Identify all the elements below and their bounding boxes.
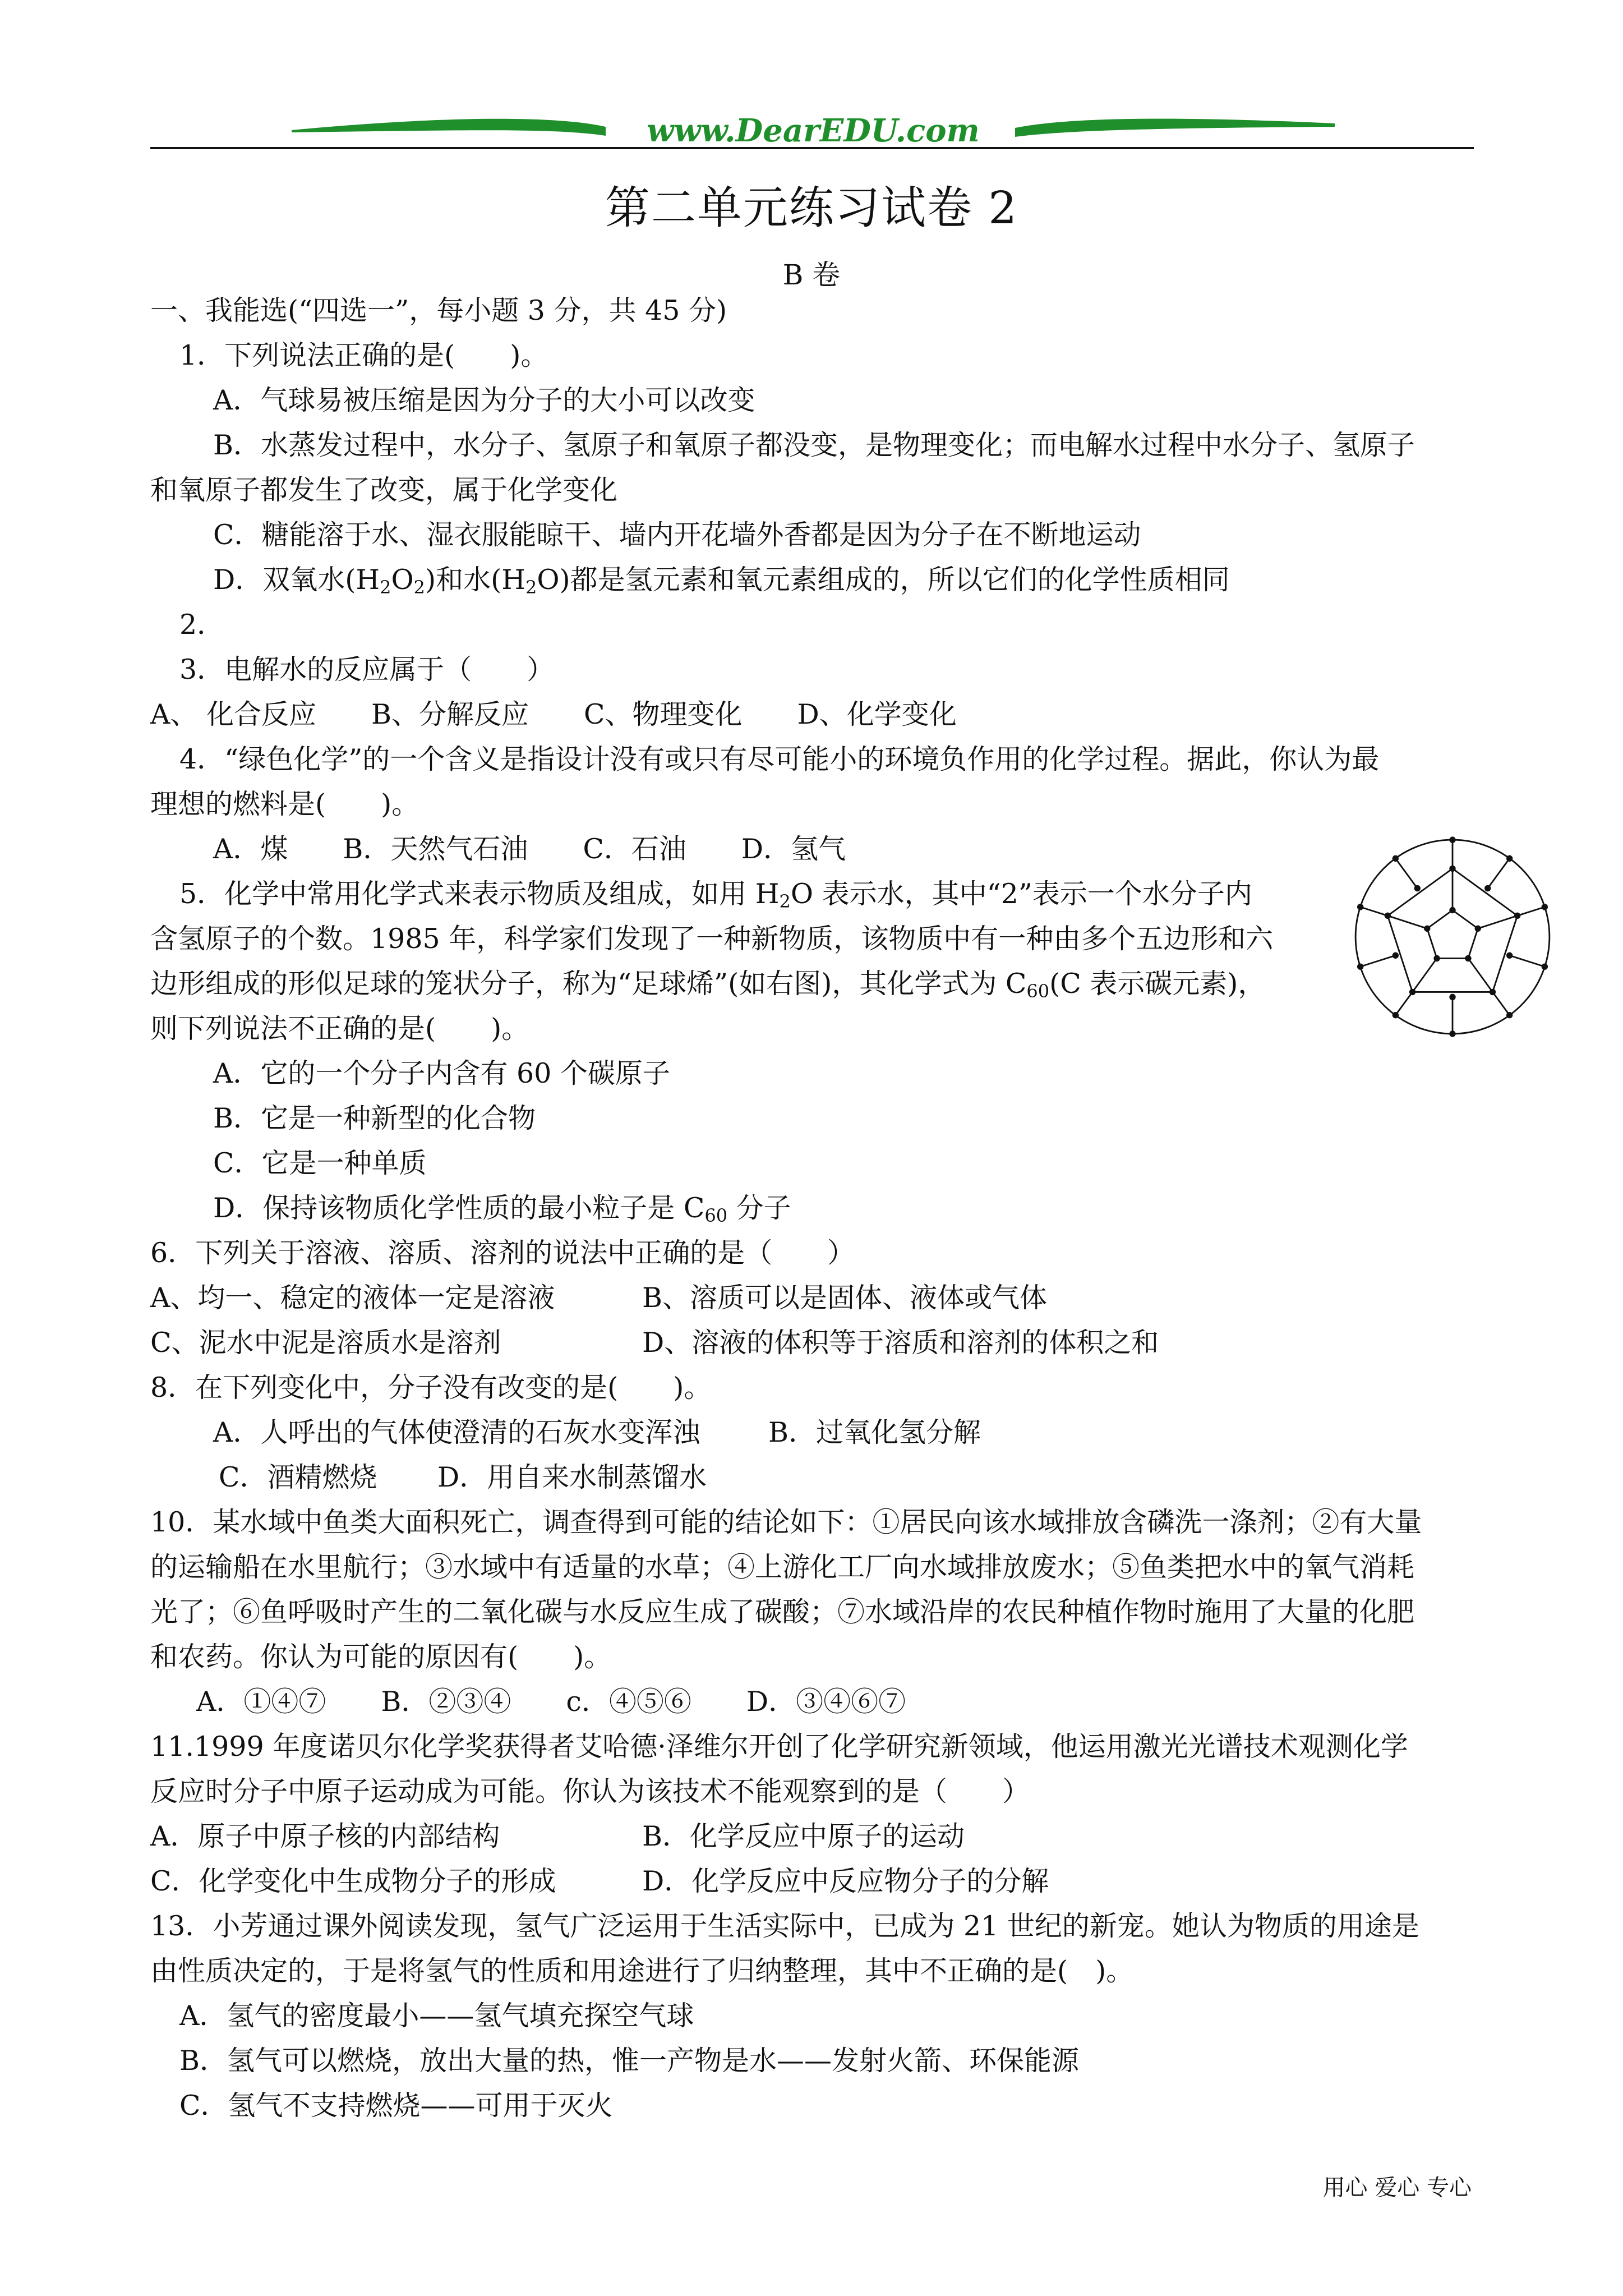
question-1-option-b: B．水蒸发过程中，水分子、氢原子和氧原子都没变，是物理变化；而电解水过程中水分子、氢原子 [213, 429, 1415, 461]
question-10-stem-line3: 光了；⑥鱼呼吸时产生的二氧化碳与水反应生成了碳酸；⑦水域沿岸的农民种植作物时施用了大量的化肥 [150, 1596, 1415, 1628]
question-6-option-a: A、均一、稳定的液体一定是溶液 [150, 1282, 555, 1314]
question-11-option-b: B．化学反应中原子的运动 [642, 1820, 965, 1852]
question-11-stem-line2: 反应时分子中原子运动成为可能。你认为该技术不能观察到的是（ ） [150, 1775, 1030, 1807]
question-5-option-d: D．保持该物质化学性质的最小粒子是 $C_{60}$ 分子 [213, 1192, 791, 1226]
question-13-option-c: C．氢气不支持燃烧——可用于灭火 [179, 2090, 613, 2122]
question-3-stem: 3．电解水的反应属于（ ） [179, 654, 555, 685]
logo-text: www.DearEDU.com [647, 112, 980, 149]
question-8-option-b: B．过氧化氢分解 [768, 1416, 981, 1448]
question-5-option-b: B．它是一种新型的化合物 [213, 1102, 536, 1134]
question-8-option-a: A．人呼出的气体使澄清的石灰水变浑浊 [213, 1416, 700, 1448]
question-11-option-c: C．化学变化中生成物分子的形成 [150, 1865, 556, 1897]
question-13-stem-line2: 由性质决定的，于是将氢气的性质和用途进行了归纳整理，其中不正确的是( )。 [150, 1955, 1134, 1987]
header-rule [150, 147, 1474, 149]
question-8-option-c: C．酒精燃烧 [219, 1461, 377, 1493]
question-5-stem-line4: 则下列说法不正确的是( )。 [150, 1013, 529, 1045]
question-11-option-a: A．原子中原子核的内部结构 [150, 1820, 500, 1852]
question-5-option-a: A．它的一个分子内含有 60 个碳原子 [213, 1057, 670, 1089]
question-1-option-a: A．气球易被压缩是因为分子的大小可以改变 [213, 384, 755, 416]
question-5-stem: 5．化学中常用化学式来表示物质及组成，如用 $H_2O$ 表示水，其中“2”表示一个水分子内 [179, 878, 1252, 912]
question-10-options: A．①④⑦ B．②③④ c．④⑤⑥ D．③④⑥⑦ [196, 1686, 906, 1718]
question-13-option-a: A．氢气的密度最小——氢气填充探空气球 [179, 2000, 694, 2032]
question-8-stem: 8．在下列变化中，分子没有改变的是( )。 [150, 1372, 712, 1404]
question-4-stem-cont: 理想的燃料是( )。 [150, 788, 419, 820]
section-heading: 一、我能选(“四选一”，每小题 3 分，共 45 分) [150, 295, 727, 326]
question-6-option-c: C、泥水中泥是溶质水是溶剂 [150, 1327, 501, 1359]
question-13-option-b: B．氢气可以燃烧，放出大量的热，惟一产物是水——发射火箭、环保能源 [179, 2045, 1080, 2077]
question-1-option-d: D．双氧水$(H_2O_2)$和水$(H_2O)$都是氢元素和氧元素组成的，所以它们的化学性质相同 [213, 564, 1230, 598]
question-10-stem-line2: 的运输船在水里航行；③水域中有适量的水草；④上游化工厂向水域排放废水；⑤鱼类把水中的氧气消耗 [150, 1551, 1415, 1583]
question-6-option-d: D、溶液的体积等于溶质和溶剂的体积之和 [642, 1327, 1159, 1359]
question-6-stem: 6．下列关于溶液、溶质、溶剂的说法中正确的是（ ） [150, 1237, 855, 1269]
deareducom-logo [292, 111, 1335, 150]
question-5-stem-line3: 边形组成的形似足球的笼状分子，称为“足球烯”(如右图)，其化学式为 $C_{60}(C$ 表示碳元素)， [150, 968, 1266, 1002]
question-3-options: A、 化合反应 B、分解反应 C、物理变化 D、化学变化 [150, 698, 957, 730]
question-8-option-d: D．用自来水制蒸馏水 [437, 1461, 707, 1493]
page-footer: 用心 爱心 专心 [1322, 2175, 1472, 2201]
question-1-option-c: C．糖能溶于水、湿衣服能晾干、墙内开花墙外香都是因为分子在不断地运动 [213, 519, 1141, 551]
question-2-stem: 2． [179, 609, 225, 641]
page-title: 第二单元练习试卷 2 [605, 182, 1018, 234]
question-1-option-b-cont: 和氧原子都发生了改变，属于化学变化 [150, 474, 618, 506]
question-10-stem-line4: 和农药。你认为可能的原因有( )。 [150, 1641, 612, 1673]
question-10-stem: 10．某水域中鱼类大面积死亡，调查得到可能的结论如下：①居民向该水域排放含磷洗一涤剂；②有大量 [150, 1506, 1422, 1538]
question-5-option-c: C．它是一种单质 [213, 1147, 427, 1179]
question-4-options: A．煤 B．天然气石油 C．石油 D．氢气 [213, 833, 846, 865]
question-4-stem: 4．“绿色化学”的一个含义是指设计没有或只有尽可能小的环境负作用的化学过程。据此，你认为最 [179, 743, 1380, 775]
question-13-stem: 13．小芳通过课外阅读发现，氢气广泛运用于生活实际中，已成为 21 世纪的新宠。她认为物质的用途是 [150, 1910, 1419, 1942]
page-subtitle: B 卷 [782, 259, 841, 291]
question-1-stem: 1．下列说法正确的是( )。 [179, 339, 548, 371]
fullerene-c60-figure [1346, 830, 1559, 1043]
question-5-stem-line2: 含氢原子的个数。1985 年，科学家们发现了一种新物质，该物质中有一种由多个五边形和六 [150, 923, 1274, 955]
question-11-stem: 11.1999 年度诺贝尔化学奖获得者艾哈德·泽维尔开创了化学研究新领域，他运用激光光谱技术观测化学 [150, 1731, 1408, 1763]
question-11-option-d: D．化学反应中反应物分子的分解 [642, 1865, 1049, 1897]
question-6-option-b: B、溶质可以是固体、液体或气体 [642, 1282, 1048, 1314]
